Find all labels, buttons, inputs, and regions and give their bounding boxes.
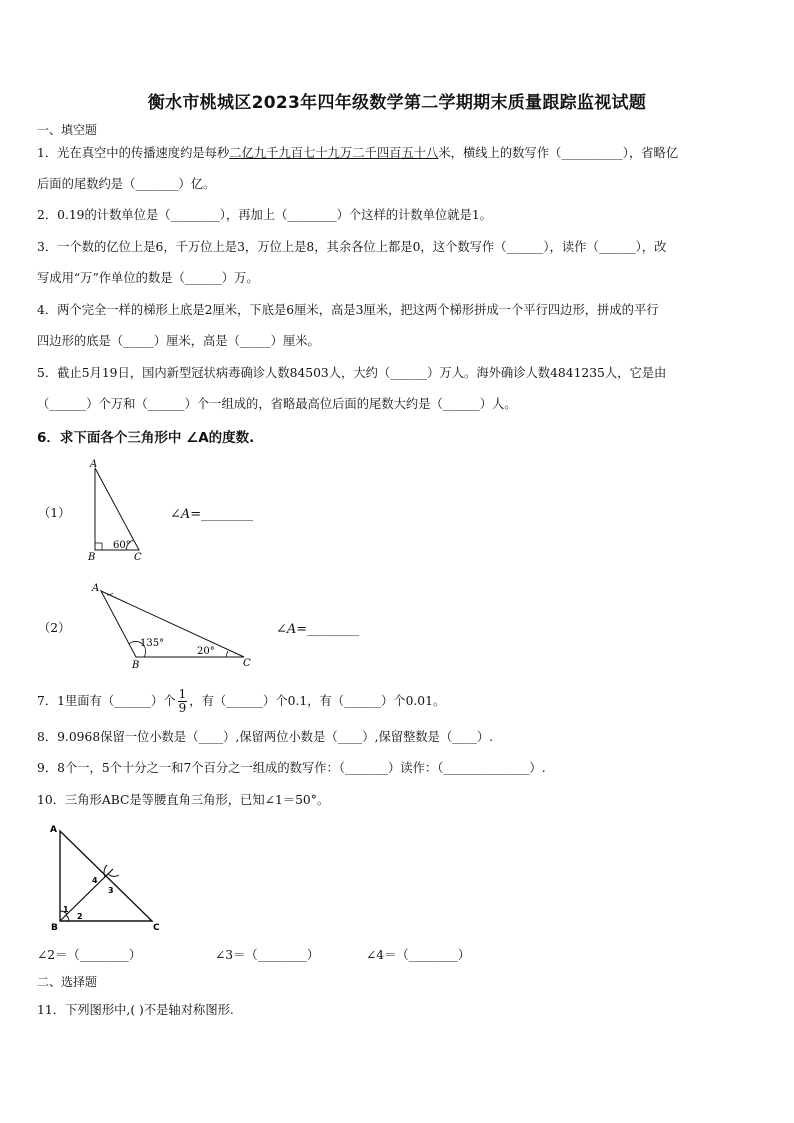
q6-answer-1: ∠A=________ [170,507,254,522]
question-2: 2．0.19的计数单位是（________），再加上（________）个这样的计数单位就是1。 [37,208,492,222]
fig2-vertex-b: B [132,660,140,671]
question-8: 8．9.0968保留一位小数是（____）,保留两位小数是（____）,保留整数是（____）. [37,730,494,744]
question-4-line-1: 4．两个完全一样的梯形上底是2厘米，下底是6厘米，高是3厘米，把这两个梯形拼成一个平行四边形，拼成的平行 [37,303,659,317]
fig10-angle-2: 2 [77,912,83,921]
section-heading-fill-in: 一、填空题 [37,123,98,137]
q7-before: 7．1里面有（______）个 [37,694,176,708]
fig2-angle-135: 135° [140,638,165,649]
question-9: 9．8个一，5个十分之一和7个百分之一组成的数写作：（_______）读作：（______________）. [37,761,546,775]
q7-after: ，有（______）个0.1，有（______）个0.01。 [189,694,446,708]
q6-part-2-label: （2） [38,621,71,635]
fig10-angle-4: 4 [92,876,98,885]
q7-fraction-one-ninth [178,688,188,715]
fig2-angle-20: 20° [197,646,215,657]
q6-triangle-2-figure [88,578,263,673]
q1-prefix: 1．光在真空中的传播速度约是每秒 [37,146,230,160]
section-heading-multiple-choice: 二、选择题 [37,975,98,989]
fig1-vertex-b: B [88,552,96,563]
page-title: 衡水市桃城区2023年四年级数学第二学期期末质量跟踪监视试题 [147,93,647,113]
fig10-angle-3: 3 [108,886,114,895]
fig10-angle-1: 1 [63,905,69,914]
question-5-line-1: 5．截止5月19日，国内新型冠状病毒确诊人数84503人，大约（______）万人。海外确诊人数4841235人，它是由 [37,366,667,380]
question-5-line-2: （______）个万和（______）个一组成的，省略最高位后面的尾数大约是（______）人。 [37,397,517,411]
q10-answer-angle-3: ∠3＝（________） [215,948,320,962]
question-11: 11．下列图形中,( )不是轴对称图形. [37,1003,234,1017]
fig1-vertex-a: A [90,459,98,470]
q7-denominator: 9 [178,701,187,715]
fig1-angle-60: 60° [113,540,131,551]
question-4-line-2: 四边形的底是（_____）厘米，高是（_____）厘米。 [37,334,320,348]
q10-answer-angle-4: ∠4＝（________） [366,948,471,962]
q1-underlined-number: 二亿九千九百七十九万二千四百五十八 [229,146,439,160]
fig2-vertex-a: A [92,583,100,594]
q6-part-1-label: （1） [38,506,71,520]
fig10-vertex-a: A [50,825,57,835]
fig1-vertex-c: C [134,552,142,563]
question-3-line-2: 写成用“万”作单位的数是（______）万。 [37,271,259,285]
question-1-line-2: 后面的尾数约是（_______）亿。 [37,177,216,191]
q6-triangle-1-figure [84,455,154,565]
q10-isosceles-right-triangle-figure [44,820,169,935]
q10-answer-angle-2: ∠2＝（________） [37,948,142,962]
q6-answer-2: ∠A=________ [276,622,360,637]
q1-suffix: 米，横线上的数写作（__________），省略亿 [438,146,679,160]
question-6-stem: 6．求下面各个三角形中 ∠A的度数. [37,430,255,446]
question-7 [37,683,445,719]
question-3-line-1: 3．一个数的亿位上是6，千万位上是3，万位上是8，其余各位上都是0，这个数写作（______），读作（______），改 [37,240,667,254]
question-1-line-1 [37,144,678,162]
fig2-vertex-c: C [243,658,251,669]
question-10-stem: 10．三角形ABC是等腰直角三角形，已知∠1＝50°。 [37,793,330,807]
fig10-vertex-c: C [153,923,160,933]
fig10-vertex-b: B [51,923,58,933]
q7-numerator: 1 [178,687,187,701]
